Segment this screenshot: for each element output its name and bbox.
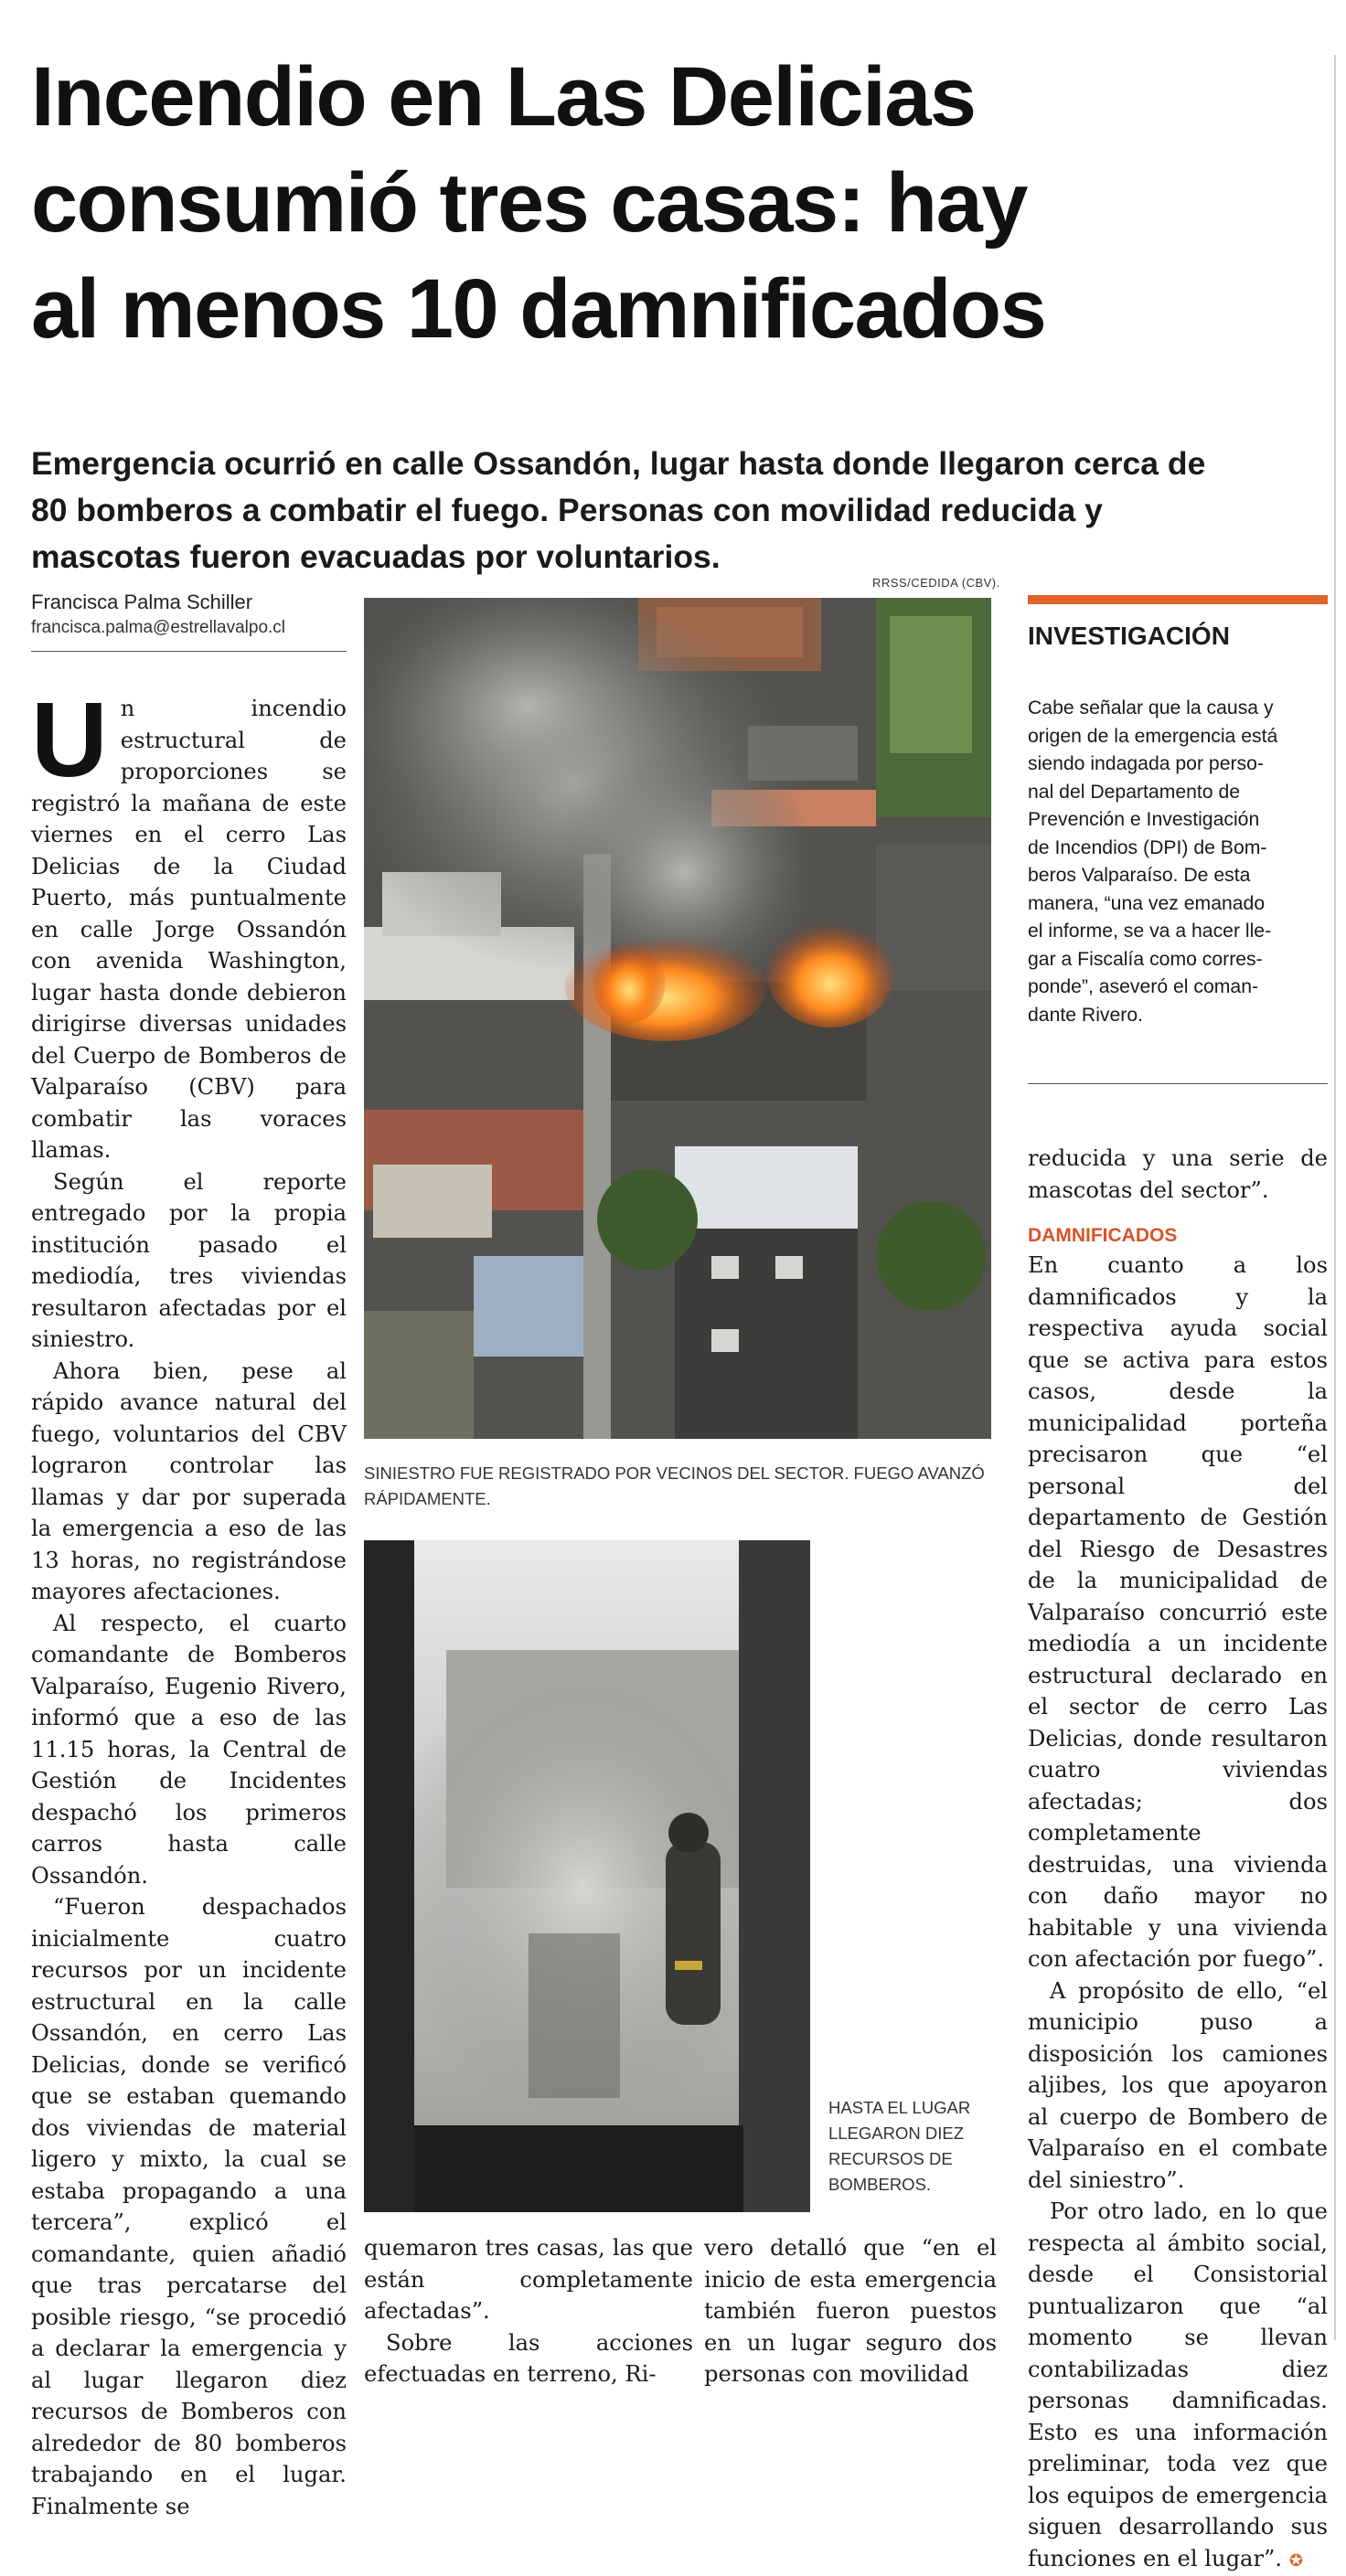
sidebar-line: beros Valparaíso. De esta — [1028, 865, 1251, 886]
sidebar-divider — [1028, 1083, 1328, 1084]
paragraph-3: Ahora bien, pese al rápido avance natural del fuego, voluntarios del CBV lograron controlar las llamas y dar por superada la emergencia a eso de las 13 horas, no registrándose mayores afectaciones. — [31, 1357, 347, 1604]
article-column-2 — [364, 2232, 693, 2390]
author-email[interactable]: francisca.palma@estrellavalpo.cl — [31, 618, 286, 637]
byline — [31, 589, 285, 640]
drop-cap: U — [31, 680, 108, 799]
column-rule — [1334, 55, 1336, 2340]
firefighter-illustration — [364, 1540, 810, 2212]
subheadline-line-1: Emergencia ocurrió en calle Ossandón, lugar hasta donde llegaron cerca de — [31, 445, 1206, 482]
sidebar-accent-bar — [1028, 595, 1328, 604]
headline-line-3: al menos 10 damnificados — [31, 262, 1046, 356]
sidebar-line: nal del Departamento de — [1028, 781, 1241, 803]
sidebar-line: de Incendios (DPI) de Bom- — [1028, 836, 1267, 858]
paragraph-1 — [31, 680, 347, 1166]
photo-caption-2: HASTA EL LUGAR LLEGARON DIEZ RECURSOS DE BOMBEROS. — [828, 2098, 971, 2194]
article-column-1 — [31, 680, 347, 2522]
sidebar-body — [1028, 695, 1328, 1029]
paragraph-2: Según el reporte entregado por la propia institución pasado el mediodía, tres viviendas resultaron afectadas por el siniestro. — [31, 1168, 347, 1352]
sidebar-line: gar a Fiscalía como corres- — [1028, 948, 1263, 970]
headline-line-2: consumió tres casas: hay — [31, 156, 1027, 250]
sidebar-line: dante Rivero. — [1028, 1004, 1144, 1026]
paragraph-9: reducida y una serie de mascotas del sector”. — [1028, 1145, 1328, 1203]
paragraph-11: A propósito de ello, “el municipio puso a disposición los camiones aljibes, los que apoyaron al cuerpo de Bombero de Valparaíso en el combate del siniestro”. — [1028, 1977, 1328, 2193]
article-column-4 — [1028, 1143, 1328, 2576]
paragraph-8: vero detalló que “en el inicio de esta emergencia también fueron puestos en un lugar seguro dos personas con movilidad — [704, 2235, 997, 2387]
photo-caption-1: SINIESTRO FUE REGISTRADO POR VECINOS DEL SECTOR. FUEGO AVANZÓ RÁPIDAMENTE. — [364, 1464, 985, 1508]
sidebar-line: siendo indagada por perso- — [1028, 753, 1264, 774]
byline-divider — [31, 651, 347, 652]
sidebar-line: el informe, se va a hacer lle- — [1028, 921, 1272, 942]
sidebar-line: ponde”, aseveró el coman- — [1028, 976, 1259, 997]
paragraph-12-text: Por otro lado, en lo que respecta al ámbito social, desde el Consistorial puntualizaron que “al momento se llevan contabilizadas diez personas damnificadas. Esto es una información preliminar, toda vez que los equipos de emergencia siguen desarrollando sus funciones en el lugar”. — [1028, 2198, 1328, 2571]
paragraph-12 — [1028, 2196, 1328, 2576]
paragraph-10: En cuanto a los damnificados y la respectiva ayuda social que se activa para estos casos, desde la municipalidad porteña precisaron que “el personal del departamento de Gestión del Riesgo de Desastres de la municipalidad de Valparaíso concurrió este mediodía a un incidente estructural declarado en el sector de cerro Las Delicias, donde resultaron cuatro viviendas afectadas; dos completamente destruidas, una vivienda con daño mayor no habitable y una vivienda con afectación por fuego”. — [1028, 1252, 1328, 1972]
paragraph-5: “Fueron despachados inicialmente cuatro recursos por un incidente estructural en la calle Ossandón, en cerro Las Delicias, donde se verificó que se estaban quemando dos viviendas de material ligero y mixto, la cual se estaba propagando a una tercera”, explicó el comandante, quien añadió que tras percatarse del posible riesgo, “se procedió a declarar la emergencia y al lugar llegaron diez recursos de Bomberos con alrededor de 80 bomberos trabajando en el lugar. Finalmente se — [31, 1894, 347, 2519]
paragraph-7: Sobre las acciones efectuadas en terreno, Ri- — [364, 2329, 693, 2387]
photo-credit: RRSS/CEDIDA (CBV). — [872, 576, 1000, 590]
paragraph-1-text: n incendio estructural de proporciones se registró la mañana de este viernes en el cerro Las Delicias de la Ciudad Puerto, más puntualmente en calle Jorge Ossandón con avenida Washington, lugar hasta donde debieron dirigirse diversas unidades del Cuerpo de Bomberos de Valparaíso (CBV) para combatir las voraces llamas. — [31, 696, 347, 1163]
end-mark-icon: ✪ — [1288, 2550, 1303, 2570]
sidebar-line: origen de la emergencia está — [1028, 725, 1278, 747]
subheadline-line-3: mascotas fueron evacuadas por voluntarios. — [31, 538, 721, 575]
headline — [31, 44, 1320, 362]
article-column-3 — [704, 2232, 997, 2390]
sidebar-line: manera, “una vez emanado — [1028, 892, 1266, 914]
sidebar-line: Prevención e Investigación — [1028, 809, 1260, 830]
paragraph-4: Al respecto, el cuarto comandante de Bomberos Valparaíso, Eugenio Rivero, informó que a eso de las 11.15 horas, la Central de Gestión de Incidentes despachó los primeros carros hasta calle Ossandón. — [31, 1610, 347, 1889]
sidebar-line: Cabe señalar que la causa y — [1028, 697, 1274, 719]
subheadline-line-2: 80 bomberos a combatir el fuego. Personas con movilidad reducida y — [31, 492, 1103, 528]
subheadline — [31, 441, 1320, 580]
fire-aerial-illustration — [364, 598, 991, 1439]
firefighter-photo — [364, 1540, 810, 2212]
paragraph-6: quemaron tres casas, las que están completamente afectadas”. — [364, 2235, 693, 2324]
section-subhead: DAMNIFICADOS — [1028, 1225, 1178, 1246]
sidebar-title: INVESTIGACIÓN — [1028, 622, 1230, 650]
headline-line-1: Incendio en Las Delicias — [31, 50, 976, 144]
fire-aerial-photo — [364, 598, 991, 1439]
author-name: Francisca Palma Schiller — [31, 591, 253, 613]
